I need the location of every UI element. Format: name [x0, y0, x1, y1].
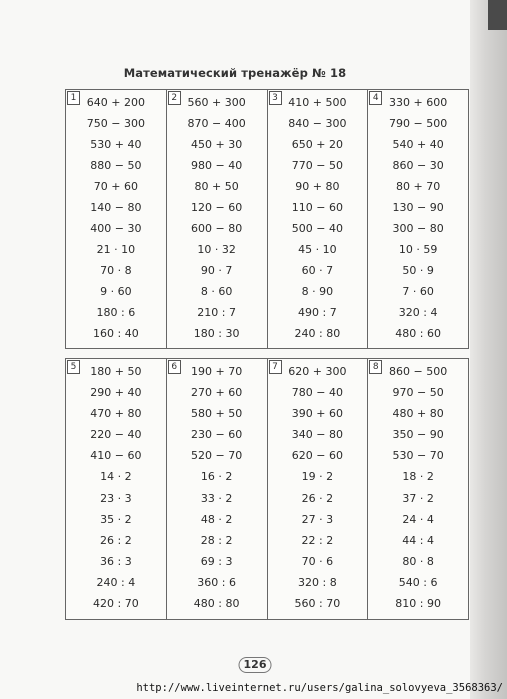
- expression: 980 − 40: [191, 158, 243, 172]
- exercise-column-7: [267, 359, 368, 619]
- expression: 480 + 80: [392, 406, 444, 420]
- expression: 530 + 40: [90, 137, 142, 151]
- exercise-number: 4: [369, 91, 382, 105]
- expression: 220 − 40: [90, 428, 142, 442]
- expression: 270 + 60: [191, 385, 243, 399]
- expression: 16 · 2: [200, 470, 233, 484]
- expression: 24 · 4: [402, 512, 434, 526]
- expression: 26 : 2: [100, 533, 132, 547]
- expression: 27 · 3: [301, 512, 334, 526]
- expression: 8 · 60: [200, 284, 233, 298]
- book-spine: [470, 0, 507, 699]
- expression: 14 · 2: [100, 470, 132, 484]
- expression: 240 : 4: [96, 576, 136, 590]
- expression: 320 : 8: [298, 576, 337, 590]
- expression: 650 + 20: [291, 137, 343, 151]
- expression: 23 · 3: [100, 491, 132, 505]
- exercise-column-2: [166, 90, 267, 348]
- expression: 860 − 500: [389, 364, 448, 378]
- expression: 18 · 2: [402, 470, 434, 484]
- expression: 520 − 70: [191, 449, 243, 463]
- expression: 19 · 2: [301, 470, 334, 484]
- expression: 28 : 2: [200, 533, 233, 547]
- exercise-number: 7: [269, 360, 282, 374]
- expression: 180 : 30: [193, 326, 240, 340]
- expression: 560 : 70: [294, 597, 341, 611]
- expression: 480 : 80: [193, 597, 240, 611]
- expression: 7 · 60: [402, 284, 434, 298]
- expression: 50 · 9: [402, 263, 434, 277]
- expression: 190 + 70: [191, 364, 243, 378]
- expression: 10 · 59: [398, 242, 438, 256]
- expression: 9 · 60: [100, 284, 132, 298]
- expression: 120 − 60: [191, 200, 243, 214]
- exercise-number: 6: [168, 360, 181, 374]
- expression: 420 : 70: [93, 597, 139, 611]
- expression: 490 : 7: [298, 305, 337, 319]
- expression: 48 · 2: [200, 512, 233, 526]
- expression: 480 : 60: [395, 326, 441, 340]
- expression: 80 + 70: [396, 179, 441, 193]
- expression: 400 − 30: [90, 221, 142, 235]
- expression: 80 · 8: [402, 554, 434, 568]
- expression: 390 + 60: [291, 406, 343, 420]
- exercise-column-8: [367, 359, 468, 619]
- expression: 80 + 50: [194, 179, 239, 193]
- expression: 840 − 300: [288, 116, 347, 130]
- expression: 780 − 40: [291, 385, 343, 399]
- expression: 180 + 50: [90, 364, 142, 378]
- exercise-block-bottom: [65, 358, 469, 620]
- expression: 210 : 7: [197, 305, 236, 319]
- exercise-number: 1: [67, 91, 80, 105]
- expression: 60 · 7: [301, 263, 334, 277]
- expression: 540 : 6: [398, 576, 438, 590]
- exercise-column-5: [66, 359, 166, 619]
- watermark-url: http://www.liveinternet.ru/users/galina_solovyeva_3568363/: [136, 682, 503, 694]
- expression: 22 : 2: [301, 533, 334, 547]
- expression: 240 : 80: [294, 326, 341, 340]
- expression: 70 · 8: [100, 263, 132, 277]
- expression: 90 · 7: [200, 263, 233, 277]
- expression: 330 + 600: [389, 95, 448, 109]
- expression: 620 + 300: [288, 364, 347, 378]
- expression: 10 · 32: [197, 242, 236, 256]
- expression: 750 − 300: [86, 116, 145, 130]
- expression: 600 − 80: [191, 221, 243, 235]
- expression: 320 : 4: [398, 305, 438, 319]
- expression: 140 − 80: [90, 200, 142, 214]
- page-title: Математический тренажёр № 18: [123, 66, 347, 80]
- expression: 69 : 3: [200, 554, 233, 568]
- expression: 44 : 4: [402, 533, 434, 547]
- expression: 870 − 400: [187, 116, 246, 130]
- exercise-column-1: [66, 90, 166, 348]
- expression: 45 · 10: [298, 242, 337, 256]
- expression: 290 + 40: [90, 385, 142, 399]
- exercise-column-6: [166, 359, 267, 619]
- expression: 880 − 50: [90, 158, 142, 172]
- expression: 180 : 6: [96, 305, 136, 319]
- exercise-number: 3: [269, 91, 282, 105]
- exercise-number: 2: [168, 91, 181, 105]
- expression: 450 + 30: [191, 137, 243, 151]
- exercise-column-4: [367, 90, 468, 348]
- expression: 580 + 50: [191, 406, 243, 420]
- expression: 350 − 90: [392, 428, 444, 442]
- expression: 360 : 6: [197, 576, 236, 590]
- expression: 70 · 6: [301, 554, 334, 568]
- expression: 410 + 500: [288, 95, 347, 109]
- expression: 770 − 50: [291, 158, 343, 172]
- expression: 21 · 10: [96, 242, 136, 256]
- expression: 70 + 60: [93, 179, 138, 193]
- expression: 90 + 80: [295, 179, 340, 193]
- expression: 160 : 40: [93, 326, 139, 340]
- expression: 860 − 30: [392, 158, 444, 172]
- spine-shadow: [488, 0, 507, 30]
- expression: 540 + 40: [392, 137, 444, 151]
- expression: 620 − 60: [291, 449, 343, 463]
- expression: 26 · 2: [301, 491, 334, 505]
- page-number: 126: [239, 657, 272, 673]
- expression: 530 − 70: [392, 449, 444, 463]
- exercise-column-3: [267, 90, 368, 348]
- exercise-number: 5: [67, 360, 80, 374]
- expression: 230 − 60: [191, 428, 243, 442]
- expression: 500 − 40: [291, 221, 343, 235]
- expression: 640 + 200: [86, 95, 145, 109]
- expression: 300 − 80: [392, 221, 444, 235]
- exercise-block-top: [65, 89, 469, 349]
- expression: 470 + 80: [90, 406, 142, 420]
- expression: 410 − 60: [90, 449, 142, 463]
- expression: 33 · 2: [200, 491, 233, 505]
- expression: 810 : 90: [395, 597, 441, 611]
- expression: 8 · 90: [301, 284, 334, 298]
- expression: 790 − 500: [389, 116, 448, 130]
- expression: 35 · 2: [100, 512, 132, 526]
- exercise-number: 8: [369, 360, 382, 374]
- expression: 970 − 50: [392, 385, 444, 399]
- expression: 560 + 300: [187, 95, 246, 109]
- expression: 110 − 60: [291, 200, 343, 214]
- expression: 37 · 2: [402, 491, 434, 505]
- expression: 130 − 90: [392, 200, 444, 214]
- expression: 36 : 3: [100, 554, 132, 568]
- expression: 340 − 80: [291, 428, 343, 442]
